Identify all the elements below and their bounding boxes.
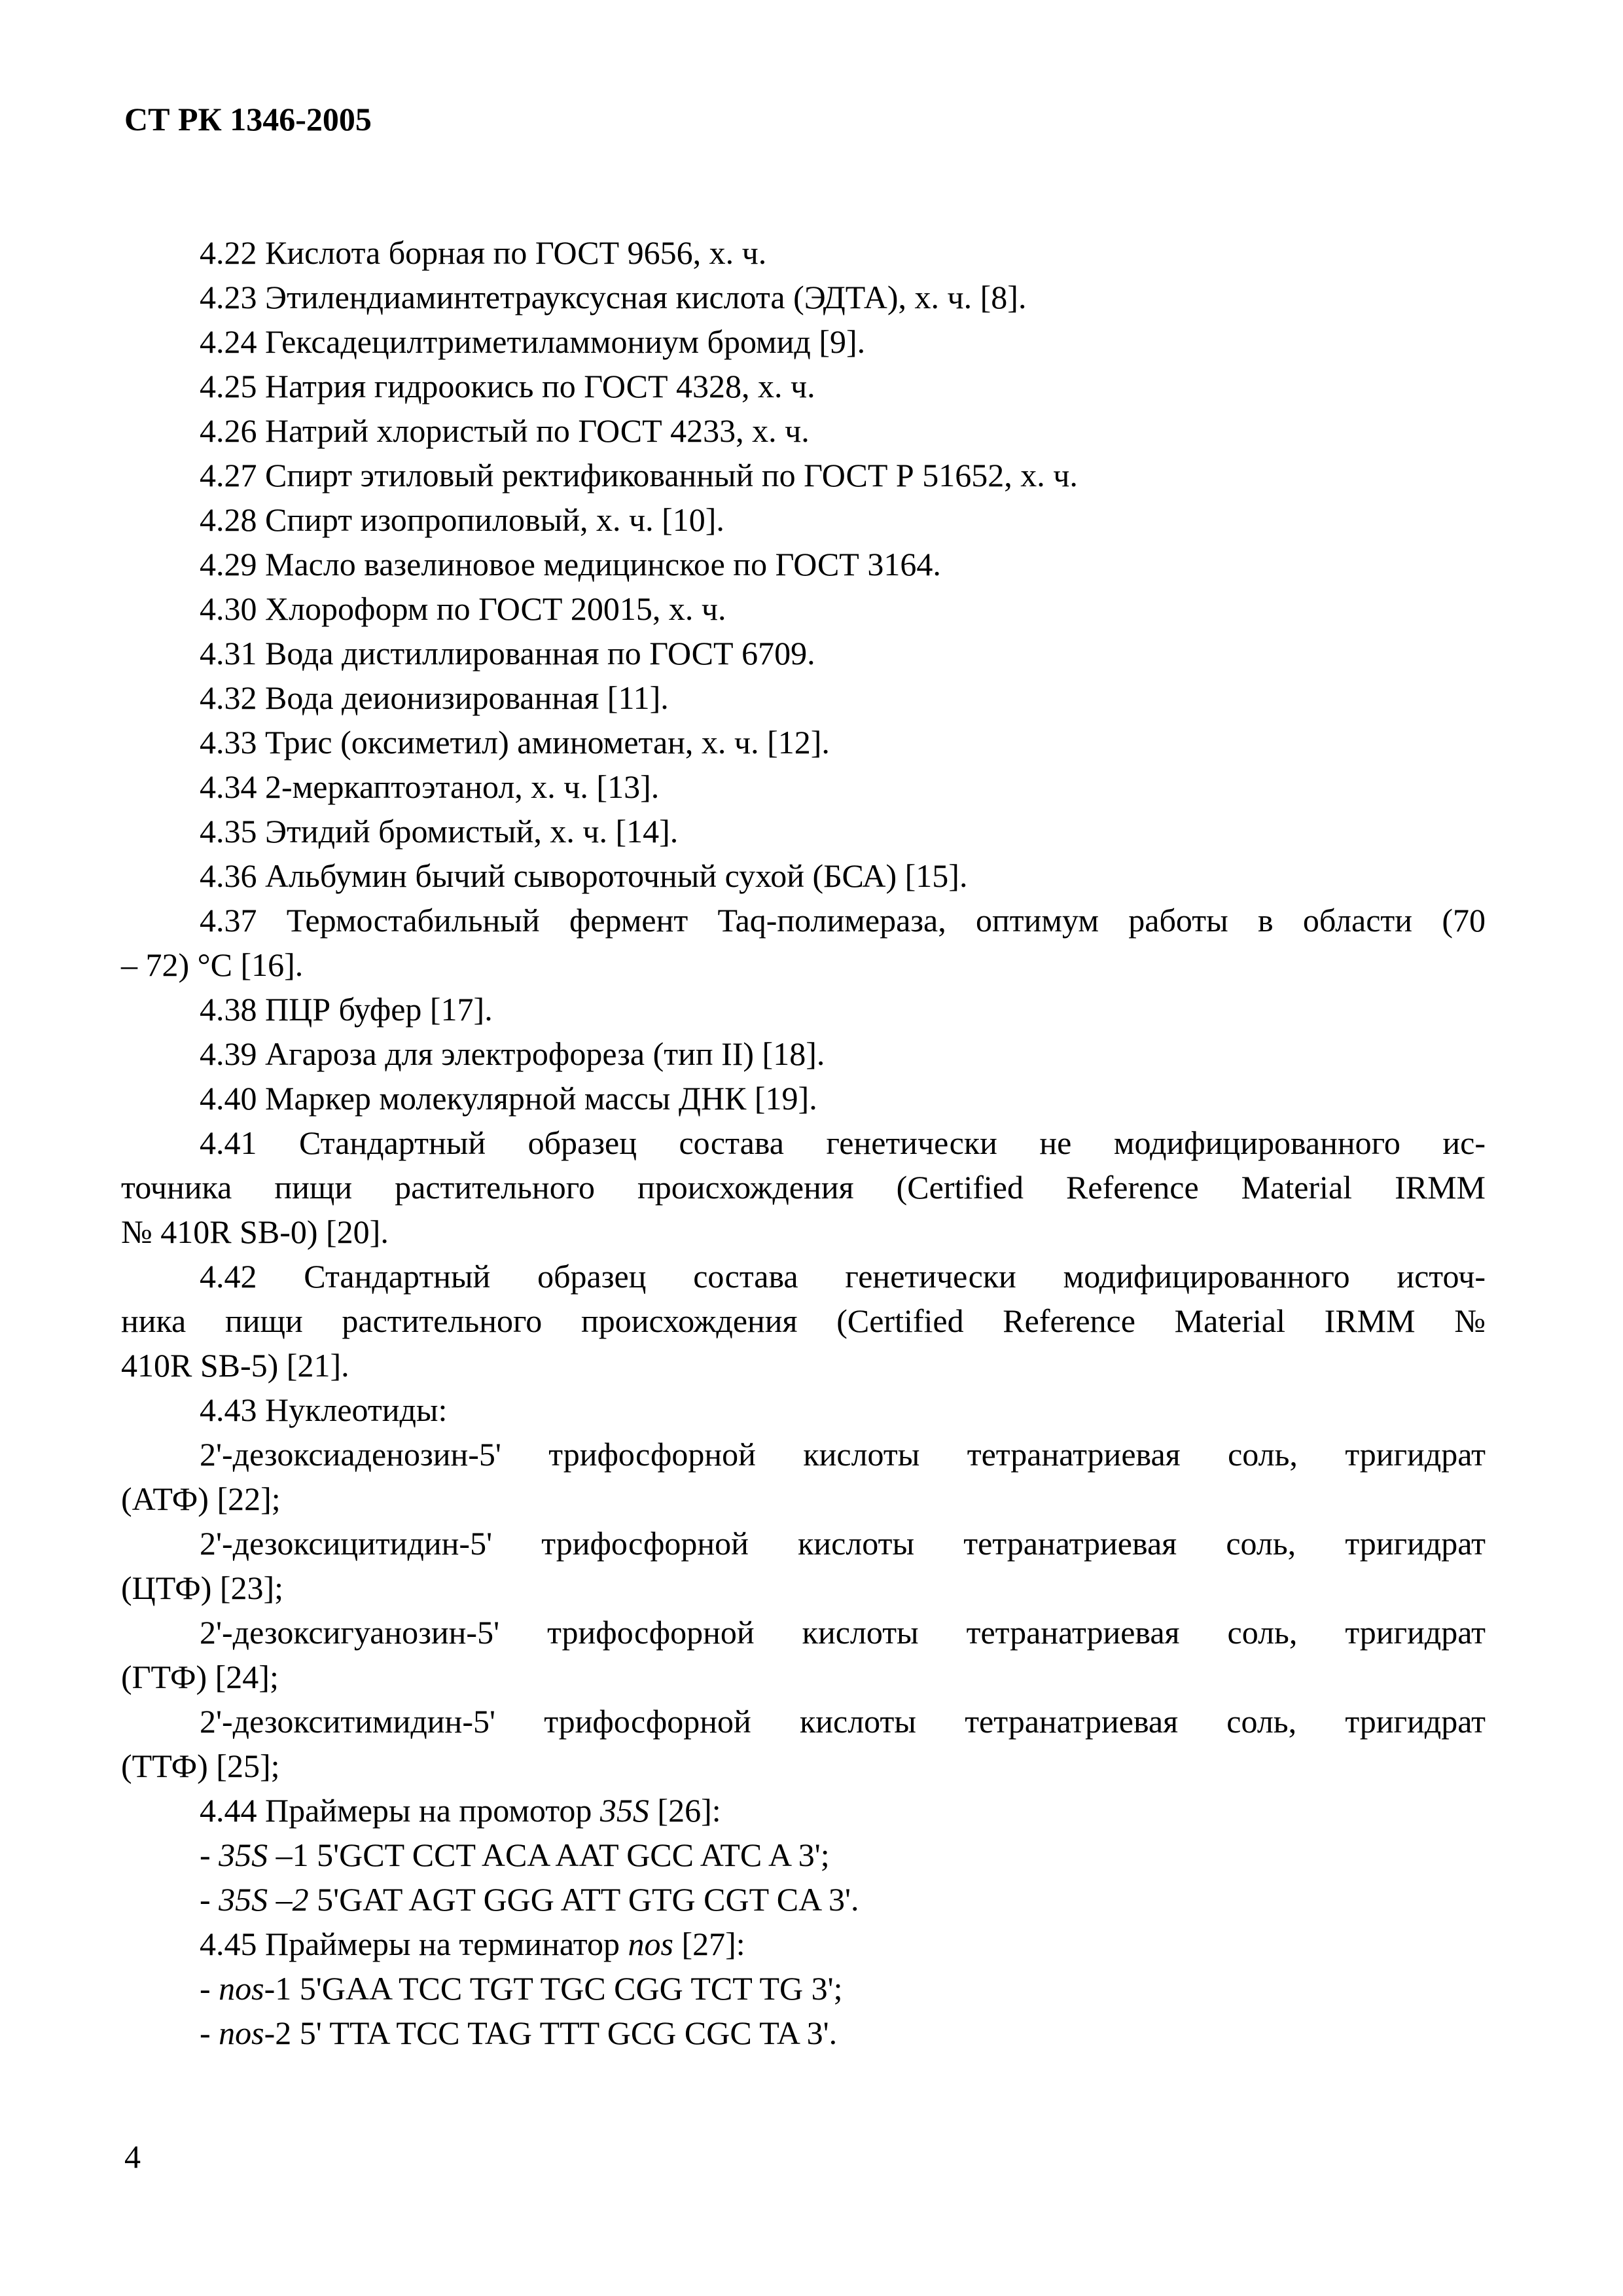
primer-line (121, 2011, 1486, 2055)
list-item (121, 1388, 1486, 1432)
item-text: [26]: (649, 1792, 721, 1829)
primer-prefix: - (200, 1970, 219, 2007)
item-number: 4.27 (200, 457, 257, 493)
item-text: Термостабильный фермент Taq-полимераза, оптимум работы в области (70 (286, 902, 1486, 939)
primer-prefix: - (200, 1881, 219, 1918)
item-text: Альбумин бычий сывороточный сухой (БСА) [15]. (265, 857, 968, 894)
item-text-italic: nos (628, 1926, 673, 1962)
item-number: 4.34 (200, 768, 257, 805)
list-item (121, 1788, 1486, 1833)
item-text: Этидий бромистый, х. ч. [14]. (265, 813, 679, 850)
item-number: 4.37 (200, 902, 257, 939)
item-number: 4.45 (200, 1926, 257, 1962)
item-number: 4.39 (200, 1035, 257, 1072)
item-number: 4.26 (200, 412, 257, 449)
item-number: 4.32 (200, 679, 257, 716)
item-number: 4.41 (200, 1124, 257, 1161)
nucleotide-entry-continuation: (АТФ) [22]; (121, 1480, 281, 1517)
item-number: 4.31 (200, 635, 257, 672)
list-item-continuation: № 410R SB-0) [20]. (121, 1213, 389, 1250)
primer-sequence: -2 5' TTA TCC TAG TTT GCG CGC TA 3'. (264, 2015, 838, 2051)
list-item (121, 987, 1486, 1031)
list-item (121, 1121, 1486, 1165)
item-text: Маркер молекулярной массы ДНК [19]. (265, 1080, 817, 1117)
item-number: 4.40 (200, 1080, 257, 1117)
list-item (121, 230, 1486, 275)
item-text: Трис (оксиметил) аминометан, х. ч. [12]. (265, 724, 830, 761)
primer-prefix: - (200, 1837, 219, 1873)
nucleotide-entry-continuation: (ГТФ) [24]; (121, 1659, 279, 1695)
nucleotide-entry-continuation: (ЦТФ) [23]; (121, 1570, 284, 1606)
item-number: 4.24 (200, 323, 257, 360)
list-item (121, 586, 1486, 631)
primer-name: 35S (219, 1837, 268, 1873)
list-item (121, 453, 1486, 497)
list-item (121, 1254, 1486, 1299)
item-text: Праймеры на терминатор (265, 1926, 628, 1962)
item-text: 2-меркаптоэтанол, х. ч. [13]. (265, 768, 660, 805)
primer-line (121, 1966, 1486, 2011)
item-number: 4.25 (200, 368, 257, 404)
list-item-continuation: точника пищи растительного происхождения (Certified Reference Material IRMM (121, 1169, 1486, 1206)
item-text: Спирт изопропиловый, х. ч. [10]. (265, 501, 724, 538)
list-item-continuation: ника пищи растительного происхождения (Certified Reference Material IRMM № (121, 1302, 1486, 1339)
item-text: Спирт этиловый ректификованный по ГОСТ Р 51652, х. ч. (265, 457, 1078, 493)
primer-name: nos (219, 1970, 264, 2007)
item-text: Натрий хлористый по ГОСТ 4233, х. ч. (265, 412, 810, 449)
list-item-continuation: – 72) °С [16]. (121, 946, 304, 983)
primer-name: nos (219, 2015, 264, 2051)
item-number: 4.22 (200, 234, 257, 271)
primer-prefix: - (200, 2015, 219, 2051)
item-text: [27]: (673, 1926, 745, 1962)
item-text: Стандартный образец состава генетически не модифицированного ис- (299, 1124, 1486, 1161)
primer-name: 35S –2 (219, 1881, 309, 1918)
list-item (121, 853, 1486, 898)
primer-sequence: -1 5'GAA TCC TGT TGC CGG TCT TG 3'; (264, 1970, 843, 2007)
document-body (121, 230, 1486, 2055)
list-item (121, 408, 1486, 453)
item-text: ПЦР буфер [17]. (265, 991, 493, 1028)
item-text: Вода дистиллированная по ГОСТ 6709. (265, 635, 815, 672)
nucleotide-entry: 2'-дезокситимидин-5' трифосфорной кислоты тетранатриевая соль, тригидрат (200, 1703, 1486, 1740)
list-item (121, 720, 1486, 764)
item-text: Нуклеотиды: (265, 1391, 448, 1428)
list-item (121, 809, 1486, 853)
item-text: Натрия гидроокись по ГОСТ 4328, х. ч. (265, 368, 815, 404)
item-number: 4.29 (200, 546, 257, 583)
document-code-header: СТ РК 1346-2005 (124, 101, 372, 137)
item-number: 4.30 (200, 590, 257, 627)
item-text: Кислота борная по ГОСТ 9656, х. ч. (265, 234, 767, 271)
nucleotide-entry: 2'-дезоксицитидин-5' трифосфорной кислоты тетранатриевая соль, тригидрат (200, 1525, 1486, 1562)
item-text: Праймеры на промотор (265, 1792, 600, 1829)
list-item (121, 542, 1486, 586)
list-item (121, 319, 1486, 364)
primer-sequence: –1 5'GCT CCT ACA AAT GCC ATC A 3'; (268, 1837, 830, 1873)
item-number: 4.23 (200, 279, 257, 315)
list-item (121, 1922, 1486, 1966)
item-text: Вода деионизированная [11]. (265, 679, 669, 716)
nucleotide-entry-continuation: (ТТФ) [25]; (121, 1748, 280, 1784)
item-text: Хлороформ по ГОСТ 20015, х. ч. (265, 590, 726, 627)
list-item (121, 764, 1486, 809)
list-item (121, 364, 1486, 408)
list-item-continuation: 410R SB-5) [21]. (121, 1347, 349, 1384)
item-number: 4.43 (200, 1391, 257, 1428)
item-text: Гексадецилтриметиламмониум бромид [9]. (265, 323, 866, 360)
item-text: Масло вазелиновое медицинское по ГОСТ 3164. (265, 546, 941, 583)
list-item (121, 898, 1486, 942)
list-item (121, 497, 1486, 542)
primer-line (121, 1877, 1486, 1922)
item-text: Стандартный образец состава генетически модифицированного источ- (304, 1258, 1486, 1295)
item-text-italic: 35S (599, 1792, 649, 1829)
item-number: 4.36 (200, 857, 257, 894)
list-item (121, 675, 1486, 720)
item-number: 4.28 (200, 501, 257, 538)
item-number: 4.33 (200, 724, 257, 761)
list-item (121, 275, 1486, 319)
list-item (121, 1031, 1486, 1076)
list-item (121, 1076, 1486, 1121)
nucleotide-entry: 2'-дезоксиаденозин-5' трифосфорной кислоты тетранатриевая соль, тригидрат (200, 1436, 1486, 1473)
primer-line (121, 1833, 1486, 1877)
item-number: 4.42 (200, 1258, 257, 1295)
item-text: Этилендиаминтетрауксусная кислота (ЭДТА), х. ч. [8]. (265, 279, 1027, 315)
nucleotide-entry: 2'-дезоксигуанозин-5' трифосфорной кислоты тетранатриевая соль, тригидрат (200, 1614, 1486, 1651)
item-number: 4.35 (200, 813, 257, 850)
page-number: 4 (124, 2138, 141, 2175)
primer-sequence: 5'GAT AGT GGG ATT GTG CGT CA 3'. (308, 1881, 859, 1918)
item-number: 4.44 (200, 1792, 257, 1829)
list-item (121, 631, 1486, 675)
item-number: 4.38 (200, 991, 257, 1028)
item-text: Агароза для электрофореза (тип II) [18]. (265, 1035, 825, 1072)
